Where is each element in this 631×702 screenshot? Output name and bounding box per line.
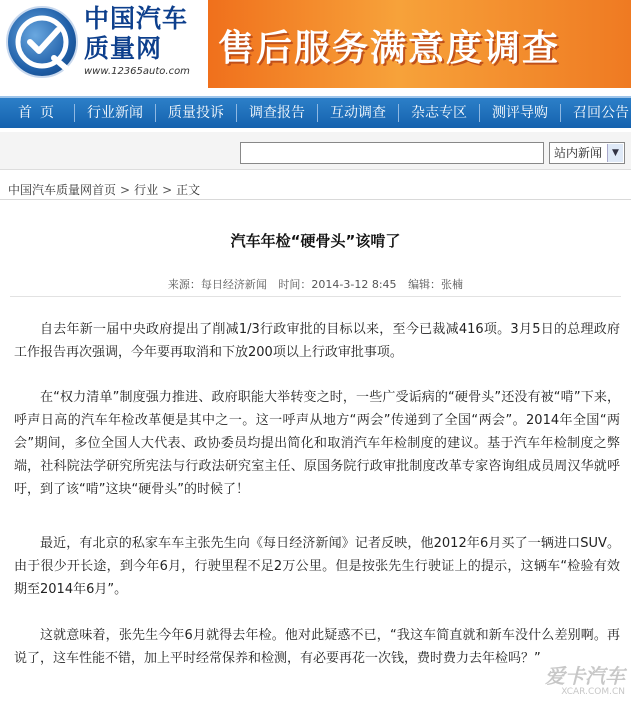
article-source: 来源：每日经济新闻 <box>167 278 267 291</box>
article-time: 时间：2014-3-12 8:45 <box>278 278 397 291</box>
article-title: 汽车年检“硬骨头”该啃了 <box>230 232 401 250</box>
breadcrumb-separator: > <box>162 183 173 197</box>
search-scope-value: 站内新闻 <box>554 146 603 160</box>
breadcrumb <box>8 181 200 198</box>
article-meta <box>0 276 631 292</box>
nav-item-survey-reports[interactable]: 调查报告 <box>237 104 318 122</box>
article-paragraph: 这就意味着，张先生今年6月就得去年检。他对此疑惑不已，“我这车简直就和新车没什么差别啊。再说了，这车性能不错，加上平时经常保养和检测，有必要再花一次钱，费时费力去年检吗？” <box>14 628 620 666</box>
site-name-line2[interactable]: 质量网 <box>84 34 163 63</box>
article-paragraph: 在“权力清单”制度强力推进、政府职能大举转变之时，一些广受诟病的“硬骨头”还没有被“啃”下来，呼声日高的汽车年检改革便是其中之一。这一呼声从地方“两会”传递到了全国“两会”。2014年全国“两会”期间，多位全国人大代表、政协委员均提出简化和取消汽车年检制度的建议。基于汽车年检制度之弊端，社科院法学研究所宪法与行政法研究室主任、原国务院行政审批制度改革专家咨询组成员周汉华就呼吁，到了该“啃”这块“硬骨头”的时候了！ <box>14 390 620 497</box>
watermark-domain: XCAR.COM.CN <box>561 687 625 697</box>
site-url: www.12365auto.com <box>84 66 190 77</box>
breadcrumb-industry[interactable]: 行业 <box>134 183 159 197</box>
main-nav <box>0 96 631 128</box>
nav-item-interactive-survey[interactable]: 互动调查 <box>318 104 399 122</box>
site-name[interactable]: 中国汽车 <box>84 4 189 33</box>
nav-item-home[interactable]: 首页 <box>0 104 75 122</box>
chevron-down-icon[interactable]: ▼ <box>607 144 623 162</box>
site-header <box>0 0 631 94</box>
divider <box>10 296 621 297</box>
search-scope-select[interactable] <box>549 142 625 164</box>
watermark-text: 爱卡汽车 <box>545 664 625 688</box>
article-paragraph: 最近，有北京的私家车车主张先生向《每日经济新闻》记者反映，他2012年6月买了一辆进口SUV。由于很少开长途，到今年6月，行驶里程不足2万公里。但是按张先生行驶证上的提示，这辆车“检验有效期至2014年6月”。 <box>14 536 620 597</box>
site-logo-icon[interactable] <box>6 6 78 78</box>
article-editor: 编辑：张楠 <box>408 278 464 291</box>
article-paragraph: 自去年新一届中央政府提出了削减1/3行政审批的目标以来，至今已裁减416项。3月5日的总理政府工作报告再次强调，今年要再取消和下放200项以上行政审批事项。 <box>14 322 620 360</box>
banner-ad[interactable] <box>208 0 631 88</box>
divider <box>0 199 631 200</box>
breadcrumb-home[interactable]: 中国汽车质量网首页 <box>8 183 117 197</box>
breadcrumb-separator: > <box>120 183 131 197</box>
nav-item-quality-complaints[interactable]: 质量投诉 <box>156 104 237 122</box>
breadcrumb-current: 正文 <box>176 183 201 197</box>
watermark <box>545 665 625 698</box>
banner-text: 售后服务满意度调查 <box>218 28 561 69</box>
nav-item-magazine[interactable]: 杂志专区 <box>399 104 480 122</box>
nav-item-recalls[interactable]: 召回公告 <box>573 105 629 121</box>
nav-item-industry-news[interactable]: 行业新闻 <box>75 104 156 122</box>
search-bar <box>0 132 631 170</box>
nav-item-reviews[interactable]: 测评导购 <box>480 104 561 122</box>
search-input[interactable] <box>240 142 544 164</box>
